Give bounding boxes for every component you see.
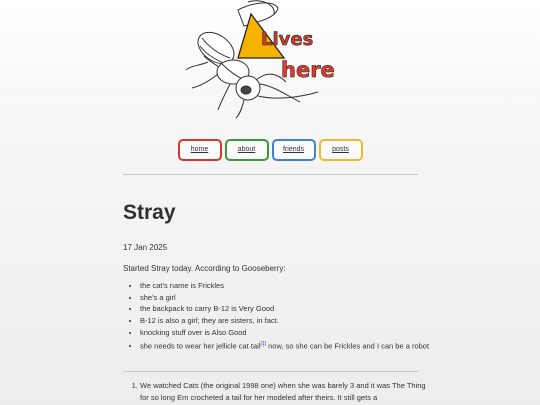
footnote-divider (123, 371, 418, 372)
post-bullet-list (123, 280, 440, 352)
site-logo[interactable] (178, 0, 343, 128)
header-divider (123, 174, 418, 175)
nav-posts-link[interactable]: posts (319, 139, 363, 161)
nav-about-link[interactable]: about (225, 139, 269, 161)
nav-home-link[interactable]: home (178, 139, 222, 161)
nav-friends-link[interactable]: friends (272, 139, 316, 161)
footnote-link[interactable]: [1] (260, 340, 267, 347)
list-item (140, 339, 440, 352)
footnote-item: 1. We watched Cats (the original 1998 one) when she was barely 3 and it was The Thing for so long Em crocheted a tail for her modeled after theirs. It still gets a (140, 380, 436, 403)
list-item: • knocking stuff over is Also Good (140, 327, 440, 339)
list-item: • B-12 is also a girl; they are sisters, in fact. (140, 315, 440, 327)
list-item: • the backpack to carry B-12 is Very Good (140, 303, 440, 315)
list-item: • she's a girl (140, 292, 440, 304)
list-item-text: she needs to wear her jellicle cat tail (140, 341, 261, 351)
post-title: Stray (123, 201, 176, 224)
logo-text-lives: Lives (261, 29, 314, 50)
list-item: • the cat's name is Frickles (140, 280, 440, 292)
main-nav (0, 139, 540, 161)
list-item-text: now, so she can be Frickles and I can be a robot (266, 341, 430, 351)
logo-text-here: here (281, 58, 335, 82)
post-date: 17 Jan 2025 (123, 243, 168, 252)
footnote-list (123, 380, 436, 403)
post-intro: Started Stray today. According to Gooseberry: (123, 264, 286, 273)
